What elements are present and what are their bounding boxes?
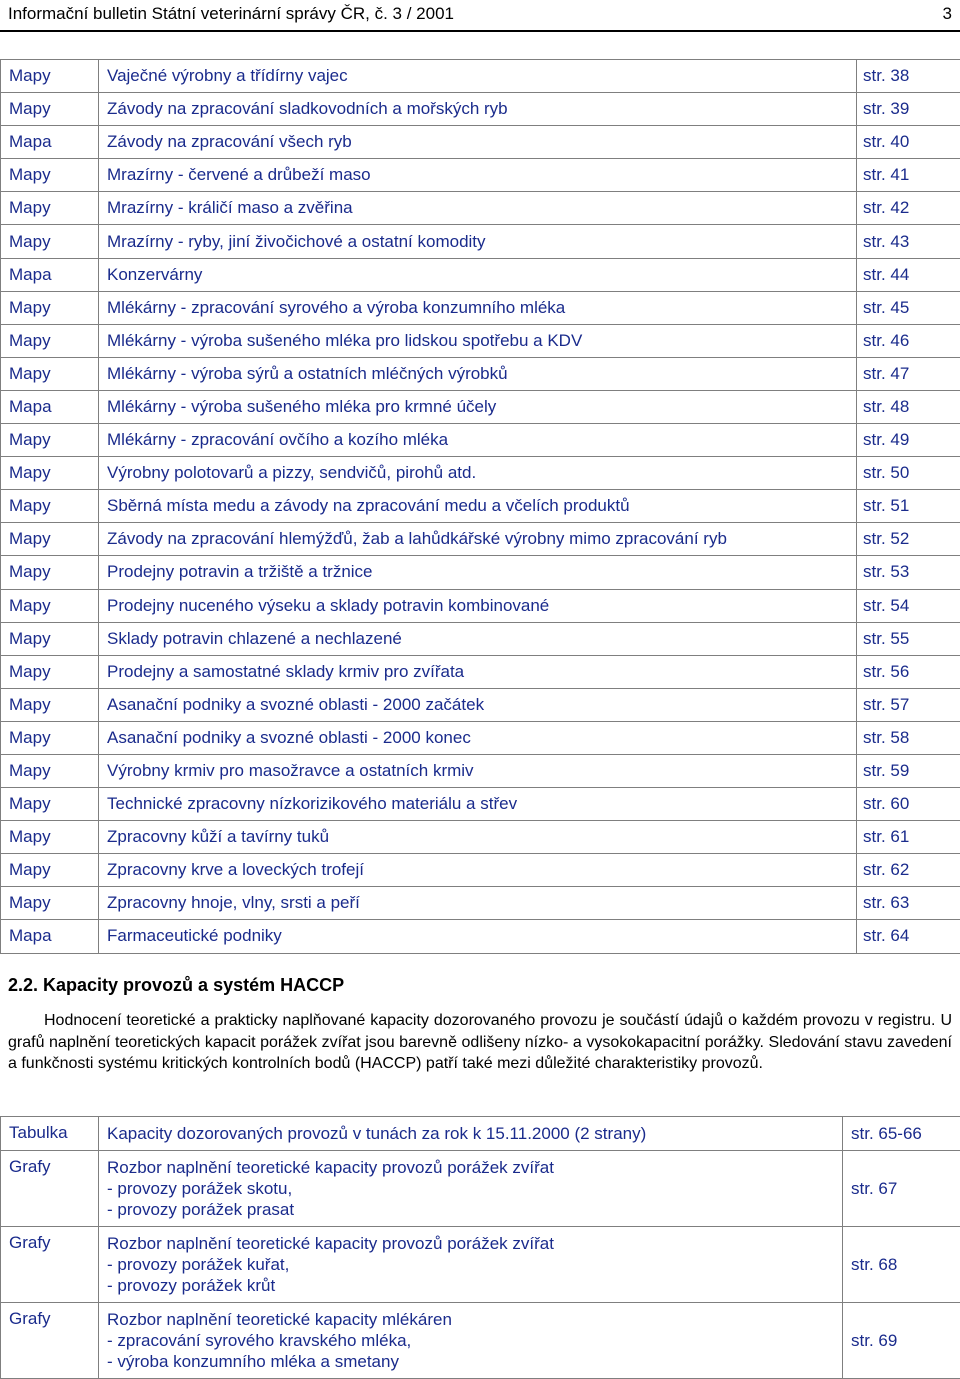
map-page: str. 49 xyxy=(857,424,960,457)
map-row xyxy=(1,589,960,622)
page-header xyxy=(0,0,960,32)
map-kind: Mapy xyxy=(1,788,99,821)
map-page: str. 56 xyxy=(857,655,960,688)
map-row xyxy=(1,357,960,390)
figure-kind: Grafy xyxy=(1,1227,99,1303)
page-number: 3 xyxy=(943,4,952,24)
map-title: Prodejny nuceného výseku a sklady potravin kombinované xyxy=(99,589,857,622)
figure-title-line: Kapacity dozorovaných provozů v tunách za rok k 15.11.2000 (2 strany) xyxy=(107,1123,842,1144)
figure-row xyxy=(1,1227,960,1303)
figure-page: str. 68 xyxy=(843,1227,960,1303)
map-kind: Mapy xyxy=(1,556,99,589)
map-kind: Mapy xyxy=(1,854,99,887)
map-kind: Mapa xyxy=(1,390,99,423)
map-kind: Mapy xyxy=(1,589,99,622)
map-title: Závody na zpracování sladkovodních a mořských ryb xyxy=(99,93,857,126)
map-title: Zpracovny kůží a tavírny tuků xyxy=(99,821,857,854)
map-page: str. 48 xyxy=(857,390,960,423)
map-kind: Mapy xyxy=(1,523,99,556)
figure-title xyxy=(99,1151,843,1227)
map-page: str. 45 xyxy=(857,291,960,324)
map-kind: Mapy xyxy=(1,324,99,357)
figure-kind: Tabulka xyxy=(1,1117,99,1151)
section-title: 2.2. Kapacity provozů a systém HACCP xyxy=(8,975,344,996)
figure-row xyxy=(1,1303,960,1379)
map-kind: Mapy xyxy=(1,291,99,324)
figure-title xyxy=(99,1303,843,1379)
map-title: Závody na zpracování hlemýžďů, žab a lahůdkářské výrobny mimo zpracování ryb xyxy=(99,523,857,556)
map-title: Mrazírny - ryby, jiní živočichové a ostatní komodity xyxy=(99,225,857,258)
map-kind: Mapy xyxy=(1,688,99,721)
map-row xyxy=(1,920,960,953)
map-page: str. 63 xyxy=(857,887,960,920)
map-page: str. 53 xyxy=(857,556,960,589)
map-row xyxy=(1,126,960,159)
map-row xyxy=(1,457,960,490)
map-page: str. 64 xyxy=(857,920,960,953)
maps-index-table xyxy=(0,59,960,954)
map-row xyxy=(1,490,960,523)
map-row xyxy=(1,225,960,258)
figure-page: str. 67 xyxy=(843,1151,960,1227)
map-kind: Mapy xyxy=(1,887,99,920)
map-page: str. 58 xyxy=(857,721,960,754)
map-title: Konzervárny xyxy=(99,258,857,291)
map-page: str. 51 xyxy=(857,490,960,523)
map-row xyxy=(1,688,960,721)
map-row xyxy=(1,60,960,93)
map-page: str. 41 xyxy=(857,159,960,192)
map-title: Závody na zpracování všech ryb xyxy=(99,126,857,159)
map-page: str. 42 xyxy=(857,192,960,225)
figure-title-line: - provozy porážek skotu, xyxy=(107,1178,842,1199)
map-page: str. 55 xyxy=(857,622,960,655)
map-page: str. 62 xyxy=(857,854,960,887)
figure-row xyxy=(1,1151,960,1227)
map-title: Prodejny potravin a tržiště a tržnice xyxy=(99,556,857,589)
map-row xyxy=(1,622,960,655)
map-title: Mlékárny - výroba sušeného mléka pro lidskou spotřebu a KDV xyxy=(99,324,857,357)
map-page: str. 43 xyxy=(857,225,960,258)
map-title: Mrazírny - králičí maso a zvěřina xyxy=(99,192,857,225)
map-title: Sklady potravin chlazené a nechlazené xyxy=(99,622,857,655)
map-kind: Mapa xyxy=(1,126,99,159)
bulletin-title: Informační bulletin Státní veterinární správy ČR, č. 3 / 2001 xyxy=(8,4,454,24)
map-row xyxy=(1,390,960,423)
map-page: str. 46 xyxy=(857,324,960,357)
map-page: str. 50 xyxy=(857,457,960,490)
map-row xyxy=(1,788,960,821)
map-kind: Mapy xyxy=(1,622,99,655)
figure-row xyxy=(1,1117,960,1151)
tables-graphs-index xyxy=(0,1116,960,1379)
map-title: Asanační podniky a svozné oblasti - 2000 konec xyxy=(99,721,857,754)
figure-kind: Grafy xyxy=(1,1151,99,1227)
map-kind: Mapy xyxy=(1,655,99,688)
map-row xyxy=(1,93,960,126)
map-page: str. 52 xyxy=(857,523,960,556)
map-row xyxy=(1,523,960,556)
figure-page: str. 65-66 xyxy=(843,1117,960,1151)
map-title: Mlékárny - výroba sušeného mléka pro krmné účely xyxy=(99,390,857,423)
map-row xyxy=(1,887,960,920)
map-page: str. 47 xyxy=(857,357,960,390)
map-kind: Mapa xyxy=(1,920,99,953)
map-page: str. 38 xyxy=(857,60,960,93)
map-title: Mlékárny - zpracování syrového a výroba konzumního mléka xyxy=(99,291,857,324)
map-title: Výrobny polotovarů a pizzy, sendvičů, pirohů atd. xyxy=(99,457,857,490)
header-rule xyxy=(0,30,960,32)
figure-title xyxy=(99,1117,843,1151)
map-page: str. 60 xyxy=(857,788,960,821)
map-row xyxy=(1,424,960,457)
map-kind: Mapy xyxy=(1,721,99,754)
map-row xyxy=(1,159,960,192)
figure-title-line: - provozy porážek krůt xyxy=(107,1275,842,1296)
map-title: Zpracovny hnoje, vlny, srsti a peří xyxy=(99,887,857,920)
figure-title-line: - provozy porážek kuřat, xyxy=(107,1254,842,1275)
map-kind: Mapy xyxy=(1,159,99,192)
map-title: Mrazírny - červené a drůbeží maso xyxy=(99,159,857,192)
figure-title xyxy=(99,1227,843,1303)
figure-title-line: - provozy porážek prasat xyxy=(107,1199,842,1220)
map-kind: Mapy xyxy=(1,357,99,390)
figure-title-line: - zpracování syrového kravského mléka, xyxy=(107,1330,842,1351)
map-page: str. 39 xyxy=(857,93,960,126)
map-row xyxy=(1,854,960,887)
figure-kind: Grafy xyxy=(1,1303,99,1379)
map-row xyxy=(1,258,960,291)
map-kind: Mapy xyxy=(1,192,99,225)
map-row xyxy=(1,721,960,754)
map-page: str. 54 xyxy=(857,589,960,622)
map-kind: Mapy xyxy=(1,457,99,490)
map-title: Farmaceutické podniky xyxy=(99,920,857,953)
map-kind: Mapy xyxy=(1,60,99,93)
map-title: Mlékárny - výroba sýrů a ostatních mléčných výrobků xyxy=(99,357,857,390)
map-kind: Mapy xyxy=(1,93,99,126)
map-kind: Mapy xyxy=(1,225,99,258)
map-title: Zpracovny krve a loveckých trofejí xyxy=(99,854,857,887)
section-paragraph: Hodnocení teoretické a prakticky naplňované kapacity dozorovaného provozu je součástí údajů o každém provozu v registru. U grafů naplnění teoretických kapacit porážek zvířat jsou barevně odlišeny nízko- a vysokokapacitní porážky. Sledování stavu zavedení a funkčnosti systému kritických kontrolních bodů (HACCP) patří také mezi důležité charakteristiky provozů. xyxy=(8,1010,952,1075)
figure-page: str. 69 xyxy=(843,1303,960,1379)
map-row xyxy=(1,754,960,787)
map-row xyxy=(1,556,960,589)
map-title: Prodejny a samostatné sklady krmiv pro zvířata xyxy=(99,655,857,688)
map-kind: Mapy xyxy=(1,490,99,523)
figure-title-line: Rozbor naplnění teoretické kapacity provozů porážek zvířat xyxy=(107,1157,842,1178)
map-kind: Mapy xyxy=(1,821,99,854)
map-title: Výrobny krmiv pro masožravce a ostatních krmiv xyxy=(99,754,857,787)
map-title: Vaječné výrobny a třídírny vajec xyxy=(99,60,857,93)
map-row xyxy=(1,324,960,357)
map-row xyxy=(1,192,960,225)
map-title: Mlékárny - zpracování ovčího a kozího mléka xyxy=(99,424,857,457)
map-kind: Mapy xyxy=(1,424,99,457)
map-kind: Mapy xyxy=(1,754,99,787)
figure-title-line: Rozbor naplnění teoretické kapacity mlékáren xyxy=(107,1309,842,1330)
map-row xyxy=(1,655,960,688)
figure-title-line: - výroba konzumního mléka a smetany xyxy=(107,1351,842,1372)
map-kind: Mapa xyxy=(1,258,99,291)
map-page: str. 59 xyxy=(857,754,960,787)
map-title: Asanační podniky a svozné oblasti - 2000 začátek xyxy=(99,688,857,721)
map-row xyxy=(1,291,960,324)
map-page: str. 61 xyxy=(857,821,960,854)
map-page: str. 40 xyxy=(857,126,960,159)
map-page: str. 44 xyxy=(857,258,960,291)
map-title: Technické zpracovny nízkorizikového materiálu a střev xyxy=(99,788,857,821)
map-row xyxy=(1,821,960,854)
map-title: Sběrná místa medu a závody na zpracování medu a včelích produktů xyxy=(99,490,857,523)
map-page: str. 57 xyxy=(857,688,960,721)
figure-title-line: Rozbor naplnění teoretické kapacity provozů porážek zvířat xyxy=(107,1233,842,1254)
